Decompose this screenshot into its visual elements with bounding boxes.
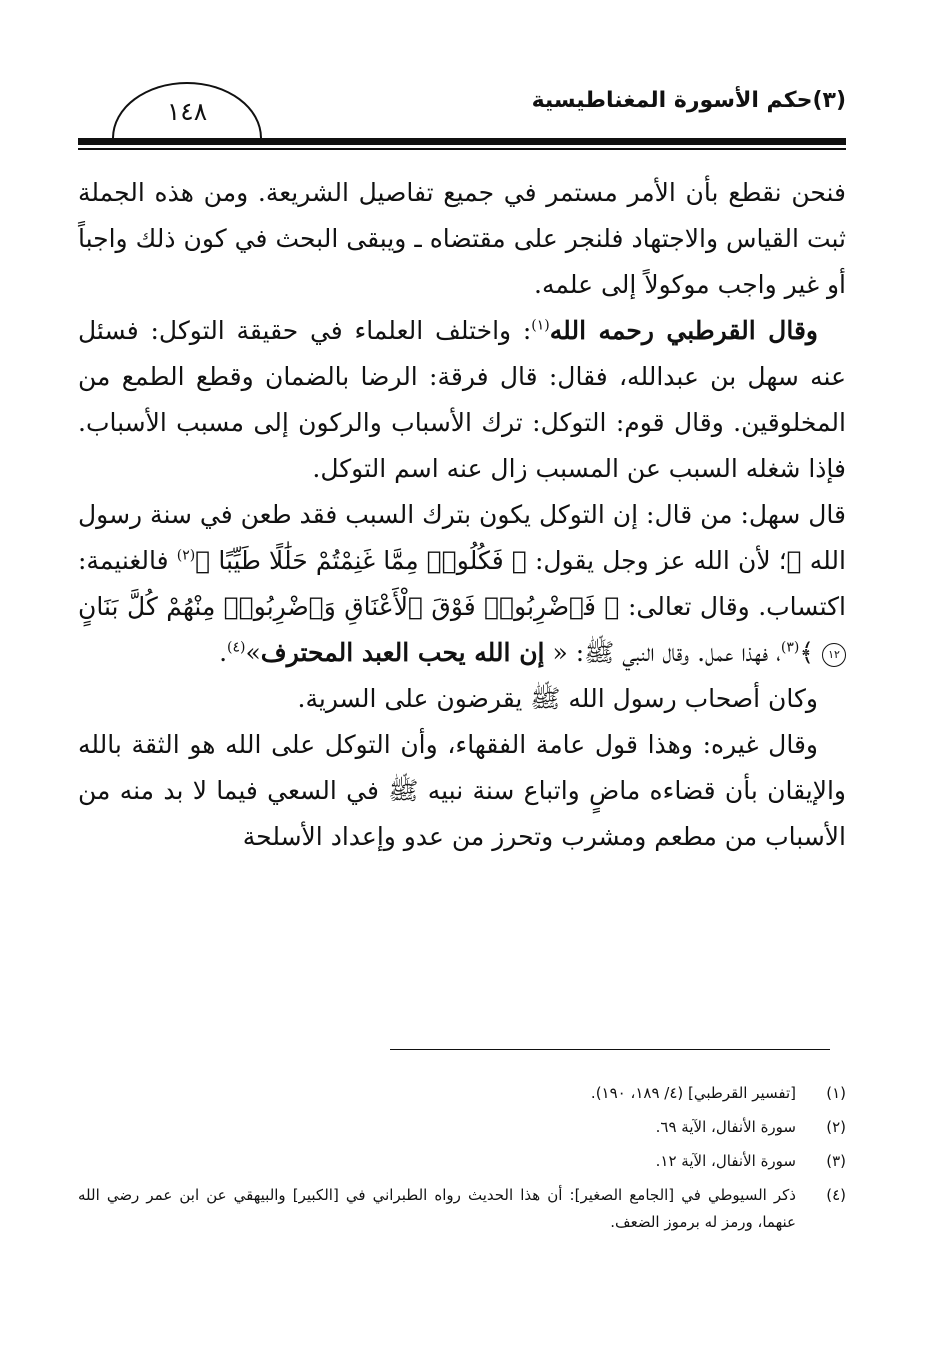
- hadith-close: »: [245, 638, 261, 667]
- paragraph-3-text-a: قال سهل: من قال: إن التوكل يكون بترك السبب فقد طعن في سنة رسول الله ﷺ؛ لأن الله عز وجل يقول:: [78, 500, 846, 575]
- paragraph-4: وكان أصحاب رسول الله ﷺ يقرضون على السرية.: [297, 684, 818, 713]
- footnote-ref-4: (٤): [227, 639, 246, 656]
- page-number: ١٤٨: [112, 82, 262, 138]
- footnotes: [78, 1080, 846, 1243]
- ayah-number-marker: ١٢: [822, 643, 846, 667]
- footnote-2: [78, 1114, 846, 1141]
- running-title: (٣)حكم الأسورة المغناطيسية: [531, 88, 846, 113]
- footnote-ref-2: (٢): [176, 547, 196, 564]
- paragraph-2: [78, 308, 846, 492]
- paragraph-3-text-b: فالغنيمة: اكتساب. وقال تعالى:: [78, 546, 846, 621]
- footnote-3: [78, 1148, 846, 1175]
- footnote-text: سورة الأنفال، الآية ١٢.: [655, 1152, 796, 1170]
- footnote-text: [تفسير القرطبي] (٤/ ١٨٩، ١٩٠).: [590, 1084, 796, 1102]
- header-rule-thin: [78, 148, 846, 150]
- quran-verse-2: ﴿ فَٱضْرِبُوا۟ فَوْقَ ٱلْأَعْنَاقِ وَٱضْرِبُوا۟ مِنْهُمْ كُلَّ بَنَانٍ: [78, 592, 620, 621]
- paragraph-3-text-c: ، فهذا عمل. وقال النبي ﷺ: «: [552, 638, 781, 667]
- footnote-ref-3: (٣): [780, 639, 800, 656]
- page-header: [78, 78, 846, 158]
- footnote-ref-1: (١): [531, 317, 550, 334]
- quran-verse-2-close: ﴾: [799, 638, 815, 667]
- header-rule-thick: [78, 138, 846, 145]
- hadith-text: إن الله يحب العبد المحترف: [260, 638, 545, 667]
- footnote-1: [78, 1080, 846, 1107]
- quran-verse-1: ﴿ فَكُلُوا۟ مِمَّا غَنِمْتُمْ حَلَٰلًا طَيِّبًا ﴾: [195, 546, 527, 575]
- footnote-divider: [390, 1049, 830, 1050]
- paragraph-1: فنحن نقطع بأن الأمر مستمر في جميع تفاصيل الشريعة. ومن هذه الجملة ثبت القياس والاجتهاد فلنجر على مقتضاه ـ ويبقى البحث في كون ذلك واجباً أو غير واجب موكولاً إلى علمه.: [78, 178, 846, 299]
- paragraph-2-text: : واختلف العلماء في حقيقة التوكل: فسئل عنه سهل بن عبدالله، فقال: قال فرقة: الرضا بالضمان وقطع الطمع من المخلوقين. وقال قوم: التوكل: ترك الأسباب والركون إلى مسبب الأسباب. فإذا شغله السبب عن المسبب زال عنه اسم التوكل.: [78, 316, 846, 483]
- footnote-number: (٣): [826, 1152, 846, 1170]
- footnote-4: [78, 1182, 846, 1236]
- paragraph-5: وقال غيره: وهذا قول عامة الفقهاء، وأن التوكل على الله هو الثقة بالله والإيقان بأن قضاءه ماضٍ واتباع سنة نبيه ﷺ في السعي فيما لا بد منه من الأسباب من مطعم ومشرب وتحرز من عدو وإعداد الأسلحة: [78, 730, 846, 851]
- footnote-text: سورة الأنفال، الآية ٦٩.: [655, 1118, 796, 1136]
- footnote-text: ذكر السيوطي في [الجامع الصغير]: أن هذا الحديث رواه الطبراني في [الكبير] والبيهقي عن ابن عمر رضي الله عنهما، ورمز له برموز الضعف.: [78, 1186, 796, 1231]
- footnote-number: (٢): [826, 1118, 846, 1136]
- footnote-number: (١): [826, 1084, 846, 1102]
- main-text: [78, 170, 846, 860]
- paragraph-3-end: .: [219, 638, 228, 667]
- quote-lead-qurtubi: وقال القرطبي رحمه الله: [549, 316, 818, 345]
- paragraph-3: [78, 492, 846, 676]
- footnote-number: (٤): [826, 1186, 846, 1204]
